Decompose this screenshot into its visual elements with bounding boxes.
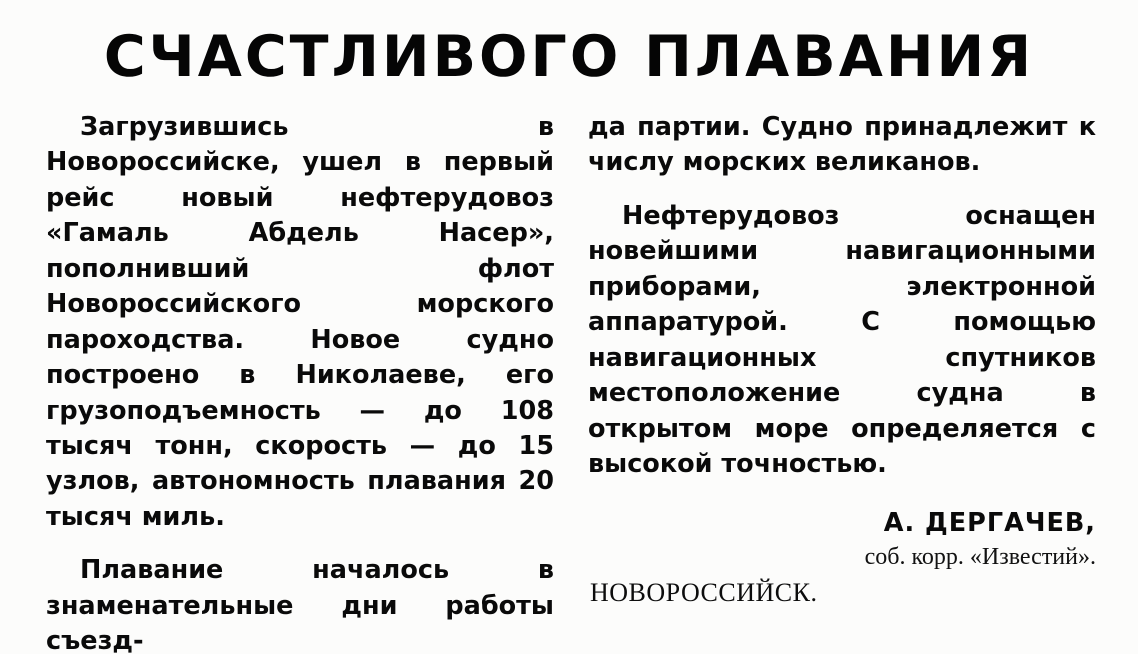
paragraph: да партии. Судно принадлежит к числу морских великанов. bbox=[588, 112, 1096, 178]
dateline-city: НОВОРОССИЙСК. bbox=[590, 578, 818, 608]
article-body bbox=[46, 110, 1096, 654]
left-column bbox=[46, 110, 554, 654]
paragraph: Загрузившись в Новороссийске, ушел в первый рейс новый нефтерудовоз «Гамаль Абдель Насер», пополнивший флот Новороссийского морского пароходства. Новое судно построено в Николаеве, его грузоподъемность — до 108 тысяч тонн, скорость — до 15 узлов, автономность плавания 20 тысяч миль. bbox=[46, 112, 554, 532]
paragraph: Нефтерудовоз оснащен новейшими навигационными приборами, электронной аппаратурой. С помощью навигационных спутников местоположение судна в открытом море определяется с высокой точностью. bbox=[588, 200, 1096, 479]
page-title: СЧАСТЛИВОГО ПЛАВАНИЯ bbox=[103, 24, 1035, 90]
author-role: соб. корр. «Известий». bbox=[864, 544, 1096, 571]
right-column bbox=[588, 110, 1096, 654]
author-name: А. ДЕРГАЧЕВ, bbox=[883, 508, 1096, 539]
paragraph: Плавание началось в знаменательные дни работы съезд- bbox=[46, 555, 554, 654]
signature-block bbox=[588, 508, 1096, 610]
